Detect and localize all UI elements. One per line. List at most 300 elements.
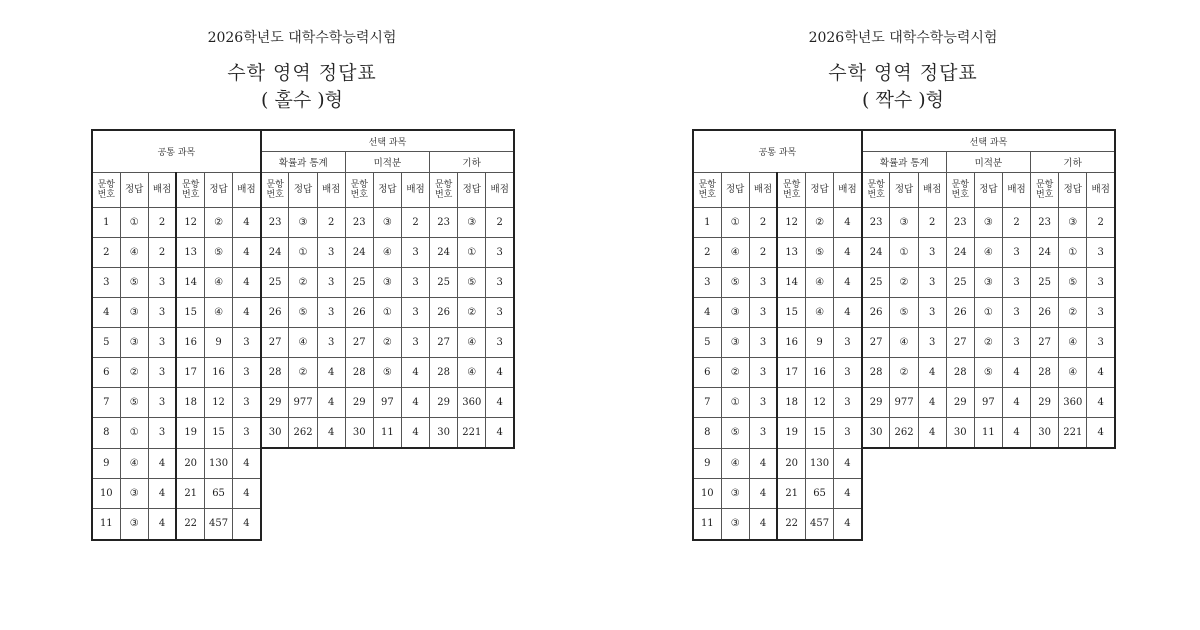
answer-cell: 25: [261, 268, 289, 298]
answer-cell: 2: [1002, 208, 1030, 238]
empty-cell: [1087, 508, 1115, 540]
column-header: 문항 번호: [430, 173, 458, 208]
answer-cell: ④: [974, 238, 1002, 268]
empty-cell: [401, 508, 429, 540]
answer-table: [692, 129, 1116, 541]
answer-cell: 130: [806, 448, 834, 478]
answer-cell: 24: [261, 238, 289, 268]
answer-cell: 4: [317, 358, 345, 388]
answer-cell: 3: [486, 238, 514, 268]
answer-cell: ②: [974, 328, 1002, 358]
answer-cell: 25: [345, 268, 373, 298]
answer-cell: 5: [693, 328, 721, 358]
answer-cell: 3: [918, 328, 946, 358]
answer-cell: 10: [92, 478, 120, 508]
table-row: [92, 448, 514, 478]
answer-cell: 3: [1002, 268, 1030, 298]
answer-cell: 4: [233, 208, 261, 238]
empty-cell: [862, 478, 890, 508]
answer-cell: 23: [946, 208, 974, 238]
answer-cell: ⑤: [205, 238, 233, 268]
empty-cell: [1087, 448, 1115, 478]
table-row: [693, 238, 1115, 268]
table-row: [92, 328, 514, 358]
answer-cell: 3: [148, 268, 176, 298]
answer-cell: 23: [261, 208, 289, 238]
answer-cell: ①: [974, 298, 1002, 328]
answer-cell: ⑤: [458, 268, 486, 298]
empty-cell: [345, 508, 373, 540]
answer-cell: 24: [946, 238, 974, 268]
answer-cell: 12: [205, 388, 233, 418]
answer-cell: ①: [890, 238, 918, 268]
elective-subject-header: 선택 과목: [862, 130, 1115, 152]
answer-cell: 8: [693, 418, 721, 449]
answer-cell: 2: [317, 208, 345, 238]
empty-cell: [289, 508, 317, 540]
answer-cell: 3: [918, 268, 946, 298]
answer-cell: 29: [430, 388, 458, 418]
answer-cell: 9: [92, 448, 120, 478]
answer-cell: ①: [120, 208, 148, 238]
answer-cell: 4: [401, 388, 429, 418]
elective-name: 기하: [430, 152, 515, 173]
answer-cell: 3: [749, 418, 777, 449]
answer-cell: 221: [1059, 418, 1087, 449]
column-header: 정답: [890, 173, 918, 208]
answer-cell: 13: [176, 238, 204, 268]
empty-cell: [862, 508, 890, 540]
empty-cell: [862, 448, 890, 478]
empty-cell: [458, 508, 486, 540]
empty-cell: [401, 448, 429, 478]
answer-cell: 21: [176, 478, 204, 508]
answer-cell: 4: [749, 478, 777, 508]
answer-cell: 16: [176, 328, 204, 358]
answer-cell: 4: [918, 418, 946, 449]
answer-cell: 2: [918, 208, 946, 238]
answer-cell: 27: [345, 328, 373, 358]
answer-cell: ⑤: [721, 418, 749, 449]
table-row: [693, 388, 1115, 418]
answer-cell: 14: [176, 268, 204, 298]
column-header: 문항 번호: [261, 173, 289, 208]
empty-cell: [401, 478, 429, 508]
answer-cell: ②: [289, 268, 317, 298]
answer-cell: 3: [918, 238, 946, 268]
answer-cell: 29: [946, 388, 974, 418]
answer-cell: 3: [148, 328, 176, 358]
answer-cell: 1: [92, 208, 120, 238]
answer-cell: ⑤: [1059, 268, 1087, 298]
answer-cell: 3: [401, 238, 429, 268]
empty-cell: [890, 478, 918, 508]
column-header: 배점: [749, 173, 777, 208]
answer-cell: 22: [777, 508, 805, 540]
answer-cell: 4: [317, 388, 345, 418]
answer-cell: 2: [749, 208, 777, 238]
column-header: 배점: [233, 173, 261, 208]
empty-cell: [486, 448, 514, 478]
answer-cell: 4: [486, 418, 514, 449]
table-row: [92, 388, 514, 418]
answer-cell: 4: [749, 508, 777, 540]
answer-cell: 3: [1087, 268, 1115, 298]
empty-cell: [1087, 478, 1115, 508]
answer-cell: 2: [693, 238, 721, 268]
answer-cell: ⑤: [289, 298, 317, 328]
answer-cell: 2: [148, 238, 176, 268]
answer-cell: 3: [148, 298, 176, 328]
answer-cell: 2: [1087, 208, 1115, 238]
type-title: ( 홀수 )형: [261, 89, 343, 111]
answer-cell: 29: [345, 388, 373, 418]
answer-cell: 3: [401, 268, 429, 298]
answer-cell: 27: [261, 328, 289, 358]
answer-cell: 4: [1002, 388, 1030, 418]
answer-cell: 26: [261, 298, 289, 328]
column-header: 정답: [974, 173, 1002, 208]
answer-cell: ③: [120, 508, 148, 540]
column-header: 문항 번호: [92, 173, 120, 208]
answer-cell: 4: [401, 418, 429, 449]
empty-cell: [918, 478, 946, 508]
answer-cell: 1: [693, 208, 721, 238]
answer-cell: 4: [1002, 358, 1030, 388]
empty-cell: [974, 448, 1002, 478]
empty-cell: [1031, 478, 1059, 508]
answer-cell: 2: [92, 238, 120, 268]
answer-cell: 26: [345, 298, 373, 328]
column-header: 문항 번호: [946, 173, 974, 208]
answer-cell: 221: [458, 418, 486, 449]
answer-cell: ②: [806, 208, 834, 238]
answer-cell: 23: [430, 208, 458, 238]
answer-cell: 8: [92, 418, 120, 449]
empty-cell: [974, 478, 1002, 508]
answer-cell: 97: [974, 388, 1002, 418]
answer-cell: 4: [233, 298, 261, 328]
answer-cell: 11: [92, 508, 120, 540]
answer-cell: 7: [693, 388, 721, 418]
column-header: 배점: [486, 173, 514, 208]
answer-cell: 3: [749, 328, 777, 358]
answer-cell: 30: [345, 418, 373, 449]
column-header: 정답: [458, 173, 486, 208]
answer-cell: ⑤: [373, 358, 401, 388]
empty-cell: [458, 478, 486, 508]
common-subject-header: 공통 과목: [92, 130, 261, 173]
empty-cell: [1059, 448, 1087, 478]
answer-cell: 23: [1031, 208, 1059, 238]
answer-cell: ④: [205, 298, 233, 328]
exam-title: 2026학년도 대학수학능력시험: [808, 30, 998, 46]
answer-cell: ③: [721, 508, 749, 540]
answer-cell: ④: [458, 328, 486, 358]
answer-cell: 3: [1087, 328, 1115, 358]
empty-cell: [289, 448, 317, 478]
table-row: [92, 208, 514, 238]
answer-cell: 4: [148, 478, 176, 508]
empty-cell: [458, 448, 486, 478]
empty-cell: [289, 478, 317, 508]
empty-cell: [373, 448, 401, 478]
column-header: 정답: [806, 173, 834, 208]
column-header: 배점: [1087, 173, 1115, 208]
answer-cell: 457: [205, 508, 233, 540]
answer-cell: 27: [1031, 328, 1059, 358]
answer-cell: 12: [806, 388, 834, 418]
answer-cell: 4: [92, 298, 120, 328]
empty-cell: [918, 448, 946, 478]
answer-cell: 28: [862, 358, 890, 388]
answer-cell: 457: [806, 508, 834, 540]
answer-cell: 21: [777, 478, 805, 508]
answer-cell: 3: [233, 418, 261, 449]
answer-cell: ④: [806, 298, 834, 328]
empty-cell: [317, 478, 345, 508]
empty-cell: [345, 448, 373, 478]
empty-cell: [345, 478, 373, 508]
answer-cell: 4: [918, 388, 946, 418]
answer-cell: 4: [1087, 358, 1115, 388]
answer-cell: 360: [1059, 388, 1087, 418]
answer-cell: 3: [749, 268, 777, 298]
answer-cell: ③: [890, 208, 918, 238]
answer-cell: 11: [373, 418, 401, 449]
answer-cell: ⑤: [890, 298, 918, 328]
column-header: 정답: [289, 173, 317, 208]
exam-title: 2026학년도 대학수학능력시험: [207, 30, 397, 46]
answer-cell: 18: [777, 388, 805, 418]
answer-cell: ③: [120, 328, 148, 358]
empty-cell: [430, 508, 458, 540]
column-header: 정답: [373, 173, 401, 208]
answer-cell: 30: [430, 418, 458, 449]
answer-cell: ④: [806, 268, 834, 298]
answer-cell: 26: [1031, 298, 1059, 328]
answer-cell: 19: [176, 418, 204, 449]
answer-cell: 24: [430, 238, 458, 268]
table-row: [92, 478, 514, 508]
column-header: 문항 번호: [345, 173, 373, 208]
answer-cell: ③: [373, 268, 401, 298]
answer-cell: 3: [486, 298, 514, 328]
answer-cell: 30: [261, 418, 289, 449]
answer-cell: 27: [946, 328, 974, 358]
column-header: 정답: [721, 173, 749, 208]
table-row: [693, 508, 1115, 540]
answer-cell: ④: [1059, 328, 1087, 358]
answer-cell: 15: [176, 298, 204, 328]
answer-cell: 7: [92, 388, 120, 418]
elective-name: 미적분: [345, 152, 429, 173]
empty-cell: [430, 478, 458, 508]
answer-cell: 28: [345, 358, 373, 388]
column-header: 문항 번호: [777, 173, 805, 208]
answer-cell: 30: [862, 418, 890, 449]
answer-cell: 6: [92, 358, 120, 388]
answer-cell: ④: [120, 448, 148, 478]
answer-cell: 23: [862, 208, 890, 238]
answer-cell: 3: [1087, 238, 1115, 268]
answer-cell: ⑤: [120, 268, 148, 298]
answer-cell: 16: [205, 358, 233, 388]
answer-cell: 10: [693, 478, 721, 508]
answer-cell: 3: [749, 388, 777, 418]
elective-name: 확률과 통계: [862, 152, 946, 173]
answer-cell: 2: [749, 238, 777, 268]
answer-cell: 12: [176, 208, 204, 238]
answer-cell: ②: [120, 358, 148, 388]
answer-cell: 4: [148, 508, 176, 540]
answer-cell: ②: [721, 358, 749, 388]
answer-cell: 15: [777, 298, 805, 328]
column-header: 배점: [148, 173, 176, 208]
empty-cell: [486, 478, 514, 508]
answer-cell: 4: [834, 478, 862, 508]
empty-cell: [261, 448, 289, 478]
answer-cell: 3: [749, 298, 777, 328]
answer-cell: 4: [834, 508, 862, 540]
answer-cell: 29: [862, 388, 890, 418]
answer-cell: ②: [890, 268, 918, 298]
empty-cell: [486, 508, 514, 540]
answer-cell: 17: [777, 358, 805, 388]
answer-cell: 16: [806, 358, 834, 388]
answer-cell: 977: [289, 388, 317, 418]
answer-cell: 3: [148, 388, 176, 418]
answer-cell: 130: [205, 448, 233, 478]
table-row: [92, 418, 514, 449]
answer-cell: 6: [693, 358, 721, 388]
answer-cell: 3: [834, 328, 862, 358]
answer-cell: 262: [890, 418, 918, 449]
answer-cell: 4: [693, 298, 721, 328]
answer-cell: 30: [946, 418, 974, 449]
answer-cell: 28: [946, 358, 974, 388]
answer-cell: ①: [120, 418, 148, 449]
table-row: [92, 358, 514, 388]
answer-cell: 3: [1002, 238, 1030, 268]
column-header: 배점: [317, 173, 345, 208]
answer-cell: 9: [205, 328, 233, 358]
empty-cell: [261, 508, 289, 540]
answer-cell: 4: [233, 478, 261, 508]
empty-cell: [373, 508, 401, 540]
answer-cell: 25: [430, 268, 458, 298]
answer-cell: 15: [205, 418, 233, 449]
answer-cell: ⑤: [974, 358, 1002, 388]
empty-cell: [1059, 508, 1087, 540]
answer-cell: 27: [862, 328, 890, 358]
answer-cell: 3: [834, 418, 862, 449]
answer-cell: 4: [834, 208, 862, 238]
answer-cell: 3: [317, 238, 345, 268]
answer-cell: 11: [974, 418, 1002, 449]
common-subject-header: 공통 과목: [693, 130, 862, 173]
answer-cell: 28: [430, 358, 458, 388]
answer-cell: ③: [974, 208, 1002, 238]
answer-cell: 2: [148, 208, 176, 238]
answer-cell: ②: [205, 208, 233, 238]
answer-cell: 9: [806, 328, 834, 358]
answer-cell: 4: [233, 448, 261, 478]
table-row: [693, 448, 1115, 478]
answer-cell: 4: [317, 418, 345, 449]
answer-cell: ③: [721, 478, 749, 508]
answer-cell: 26: [946, 298, 974, 328]
answer-cell: 15: [806, 418, 834, 449]
empty-cell: [890, 448, 918, 478]
table-row: [693, 268, 1115, 298]
answer-cell: ③: [721, 298, 749, 328]
answer-cell: ②: [289, 358, 317, 388]
answer-cell: 2: [401, 208, 429, 238]
answer-cell: 4: [1087, 388, 1115, 418]
answer-cell: ①: [289, 238, 317, 268]
answer-cell: ⑤: [721, 268, 749, 298]
elective-name: 기하: [1031, 152, 1116, 173]
column-header: 문항 번호: [693, 173, 721, 208]
column-header: 배점: [1002, 173, 1030, 208]
answer-cell: ④: [205, 268, 233, 298]
answer-cell: ②: [458, 298, 486, 328]
answer-table: [91, 129, 515, 541]
answer-cell: 4: [1087, 418, 1115, 449]
answer-cell: ③: [289, 208, 317, 238]
empty-cell: [317, 508, 345, 540]
answer-cell: ①: [1059, 238, 1087, 268]
answer-cell: ①: [373, 298, 401, 328]
answer-cell: 65: [806, 478, 834, 508]
answer-cell: 3: [317, 328, 345, 358]
answer-cell: 4: [486, 358, 514, 388]
empty-cell: [1059, 478, 1087, 508]
column-header: 문항 번호: [176, 173, 204, 208]
elective-name: 확률과 통계: [261, 152, 345, 173]
answer-cell: ③: [974, 268, 1002, 298]
column-header: 정답: [1059, 173, 1087, 208]
answer-cell: 4: [486, 388, 514, 418]
answer-cell: 3: [834, 358, 862, 388]
answer-cell: 4: [233, 238, 261, 268]
answer-cell: 18: [176, 388, 204, 418]
empty-cell: [430, 448, 458, 478]
answer-cell: ③: [120, 298, 148, 328]
answer-cell: 3: [148, 358, 176, 388]
answer-cell: 13: [777, 238, 805, 268]
table-row: [693, 358, 1115, 388]
answer-cell: 4: [233, 508, 261, 540]
subject-title: 수학 영역 정답표: [227, 62, 377, 84]
empty-cell: [946, 478, 974, 508]
answer-cell: 11: [693, 508, 721, 540]
answer-cell: ④: [721, 448, 749, 478]
answer-cell: 16: [777, 328, 805, 358]
answer-cell: 14: [777, 268, 805, 298]
empty-cell: [918, 508, 946, 540]
column-header: 문항 번호: [1031, 173, 1059, 208]
answer-cell: ④: [458, 358, 486, 388]
answer-cell: 3: [148, 418, 176, 449]
empty-cell: [946, 448, 974, 478]
answer-cell: ③: [721, 328, 749, 358]
answer-cell: 3: [1002, 298, 1030, 328]
answer-cell: ④: [373, 238, 401, 268]
answer-cell: 27: [430, 328, 458, 358]
answer-cell: 12: [777, 208, 805, 238]
